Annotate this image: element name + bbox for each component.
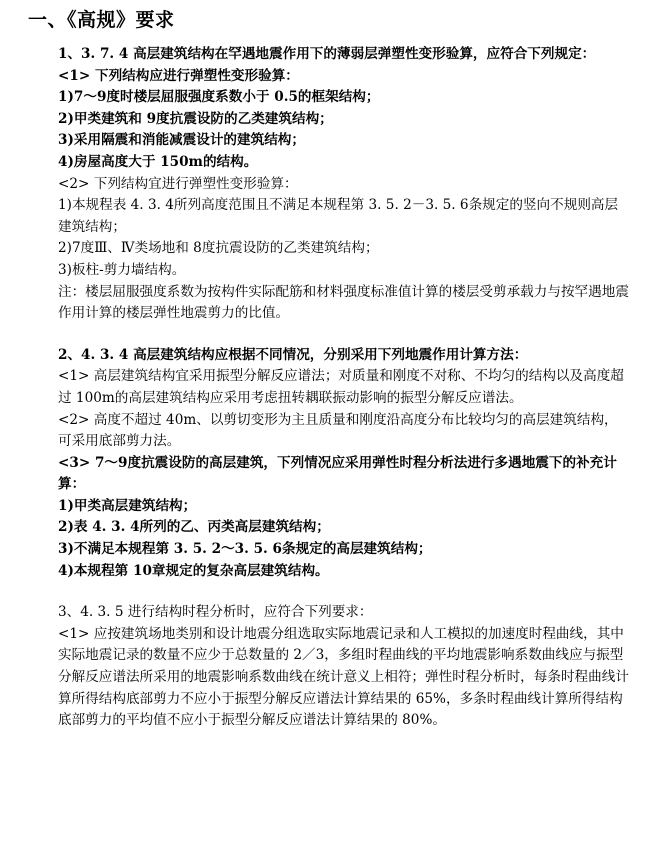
section-2-line: <3> 7～9度抗震设防的高层建筑，下列情况应采用弹性时程分析法进行多遇地震下的补充计算：	[58, 454, 617, 493]
section-1-note: 注：楼层屈服强度系数为按构件实际配筋和材料强度标准值计算的楼层受剪承载力与按罕遇地震作用计算的楼层弹性地震剪力的比值。	[58, 283, 629, 322]
section-2-line: 4)本规程第 10章规定的复杂高层建筑结构。	[58, 562, 329, 579]
section-2	[58, 345, 631, 583]
section-1-line: 3)采用隔震和消能减震设计的建筑结构；	[58, 132, 305, 149]
page-heading: 一、《高规》要求	[28, 9, 175, 31]
section-1	[58, 44, 631, 325]
section-1-line: 2)7度Ⅲ、Ⅳ类场地和 8度抗震设防的乙类建筑结构；	[58, 240, 379, 257]
section-2-line: 3)不满足本规程第 3. 5. 2～3. 5. 6条规定的高层建筑结构；	[58, 541, 432, 558]
section-2-line: 2)表 4. 3. 4所列的乙、丙类高层建筑结构；	[58, 519, 330, 536]
section-1-line: 1)本规程表 4. 3. 4所列高度范围且不满足本规程第 3. 5. 2－3. 5. 6条规定的竖向不规则高层建筑结构；	[58, 197, 619, 235]
section-1-line: <2> 下列结构宜进行弹塑性变形验算：	[58, 175, 298, 192]
section-3-line: <1> 应按建筑场地类别和设计地震分组选取实际地震记录和人工模拟的加速度时程曲线，其中实际地震记录的数量不应少于总数量的 2／3，多组时程曲线的平均地震影响系数曲线应与振型分解反应谱法所采用的地震影响系数曲线在统计意义上相符；弹性时程分析时，每条时程曲线计算所得结构底部剪力不应小于振型分解反应谱法计算结果的 65%，多条时程曲线计算所得结构底部剪力的平均值不应小于振型分解反应谱法计算结果的 80%。	[58, 625, 629, 729]
section-1-title: 1、3. 7. 4 高层建筑结构在罕遇地震作用下的薄弱层弹塑性变形验算，应符合下列规定：	[58, 46, 596, 62]
section-2-title: 2、4. 3. 4 高层建筑结构应根据不同情况，分别采用下列地震作用计算方法：	[58, 346, 528, 363]
section-1-line: 2)甲类建筑和 9度抗震设防的乙类建筑结构；	[58, 110, 333, 127]
section-2-line: <2> 高度不超过 40m、以剪切变形为主且质量和刚度沿高度分布比较均匀的高层建筑结构，可采用底部剪力法。	[58, 411, 618, 450]
section-1-line: 3)板柱-剪力墙结构。	[58, 261, 186, 278]
section-1-line: 4)房屋高度大于 150m的结构。	[58, 153, 258, 170]
section-2-line: 1)甲类高层建筑结构；	[58, 497, 197, 514]
section-1-line: <1> 下列结构应进行弹塑性变形验算：	[58, 67, 299, 84]
section-2-line: <1> 高层建筑结构宜采用振型分解反应谱法；对质量和刚度不对称、不均匀的结构以及高度超过 100m的高层建筑结构应采用考虑扭转耦联振动影响的振型分解反应谱法。	[58, 368, 624, 406]
section-3	[58, 602, 631, 732]
section-1-line: 1)7～9度时楼层屈服强度系数小于 0.5的框架结构；	[58, 89, 380, 106]
section-3-title: 3、4. 3. 5 进行结构时程分析时，应符合下列要求：	[58, 604, 373, 621]
